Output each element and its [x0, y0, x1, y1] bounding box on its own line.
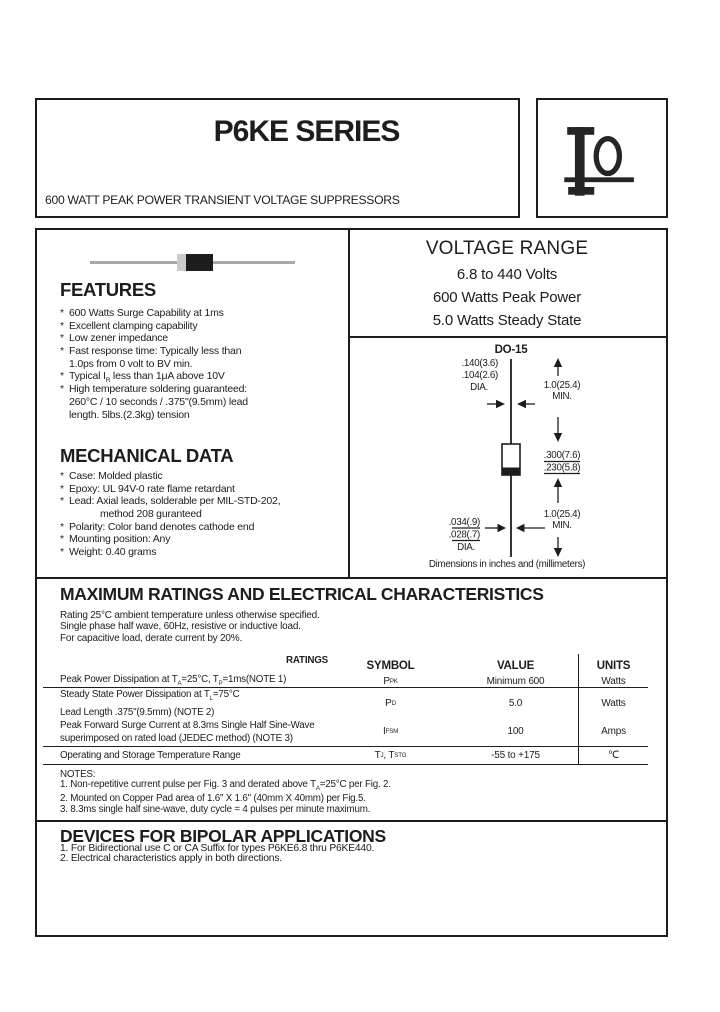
rating-text: superimposed on rated load (JEDEC method) (NOTE 3) — [60, 732, 293, 744]
brand-logo-icon — [538, 100, 666, 216]
notes-label: NOTES: — [60, 769, 96, 780]
note-line: 1. Non-repetitive current pulse per Fig. 3 and derated above $T_A=25^\circ C$ per Fig. 2. — [60, 779, 391, 793]
list-item — [60, 383, 248, 396]
page-subtitle: 600 WATT PEAK POWER TRANSIENT VOLTAGE SUPPRESSORS — [45, 193, 400, 207]
do15-package-diagram — [348, 336, 666, 577]
list-item — [60, 470, 280, 483]
diode-body — [186, 254, 213, 271]
col-header-value: VALUE — [496, 660, 535, 672]
voltage-range-line: 5.0 Watts Steady State — [432, 312, 582, 329]
list-item — [60, 320, 248, 333]
feature-text: 260°C / 10 seconds / .375"(9.5mm) lead — [69, 395, 248, 408]
list-item — [60, 307, 248, 320]
arrow-up-icon — [554, 478, 562, 487]
mech-text: Lead: Axial leads, solderable per MIL-STD-202, — [69, 495, 281, 508]
max-ratings-heading: MAXIMUM RATINGS AND ELECTRICAL CHARACTERISTICS — [60, 584, 544, 604]
page-title: P6KE SERIES — [213, 115, 400, 148]
units-cell: ℃ — [578, 747, 648, 764]
arrow-down-icon — [554, 548, 562, 557]
package-cathode-band — [502, 468, 520, 475]
value-cell: 5.0 — [508, 697, 523, 709]
bullet-marker: * — [60, 533, 64, 546]
body-dia-min-label: .104(2.6) — [461, 370, 498, 381]
logo-box — [536, 98, 668, 218]
bullet-marker: * — [60, 520, 64, 533]
arrow-left-icon — [517, 400, 526, 408]
lead-dia-min-label: .028(.7) — [448, 529, 480, 541]
horizontal-divider-mid — [37, 577, 666, 579]
bullet-marker: * — [60, 345, 64, 358]
symbol-cell: P PK — [383, 676, 398, 688]
notes-block — [60, 770, 391, 815]
rating-text: Peak Forward Surge Current at 8.3ms Single Half Sine-Wave — [60, 719, 315, 731]
symbol-cell: I FSM — [382, 726, 399, 738]
bullet-marker: * — [60, 495, 64, 508]
units-cell: Amps — [578, 718, 648, 747]
list-item — [60, 332, 248, 345]
mech-text: Case: Molded plastic — [69, 470, 163, 482]
mechanical-data-heading: MECHANICAL DATA — [60, 445, 234, 466]
symbol-cell: T J , T STG — [374, 749, 407, 761]
feature-text: Fast response time: Typically less than — [69, 345, 242, 358]
diode-package-figure — [90, 254, 295, 271]
body-length-min-label: .230(5.8) — [543, 462, 581, 474]
col-header-units: UNITS — [578, 654, 648, 673]
units-cell: Watts — [578, 673, 648, 691]
table-row — [43, 747, 648, 765]
table-header-row — [43, 654, 648, 673]
bullet-marker: * — [60, 319, 64, 332]
list-item — [60, 345, 248, 358]
col-header-ratings: RATINGS — [286, 655, 328, 666]
feature-text: length. 5lbs.(2.3kg) tension — [69, 408, 190, 421]
table-row — [43, 673, 648, 688]
feature-text: High temperature soldering guaranteed: — [69, 383, 248, 396]
voltage-range-line: 600 Watts Peak Power — [432, 289, 581, 306]
bullet-marker: * — [60, 332, 64, 345]
list-item — [60, 495, 280, 508]
list-item — [60, 521, 280, 534]
lead-length-min-label: MIN. — [552, 520, 572, 531]
feature-text: Excellent clamping capability — [69, 319, 198, 332]
condition-line: Rating 25°C ambient temperature unless otherwise specified. — [60, 610, 320, 621]
note-line: 3. 8.3ms single half sine-wave, duty cycle = 4 pulses per minute maximum. — [60, 803, 371, 815]
features-list — [60, 307, 248, 421]
feature-text: Low zener impedance — [69, 332, 168, 345]
list-item — [60, 533, 280, 546]
table-row — [43, 718, 648, 748]
bullet-marker: * — [60, 470, 64, 482]
lead-length-label: 1.0(25.4) — [543, 380, 581, 391]
feature-text: 1.0ps from 0 volt to BV min. — [69, 357, 193, 370]
symbol-cell: P D — [385, 697, 396, 709]
mech-text: Mounting position: Any — [69, 533, 171, 546]
list-item — [60, 546, 280, 559]
body-length-max-label: .300(7.6) — [543, 450, 581, 461]
voltage-range-title: VOLTAGE RANGE — [425, 238, 589, 259]
arrow-right-icon — [498, 524, 507, 532]
mech-text: method 208 guranteed — [100, 508, 202, 521]
condition-line: For capacitive load, derate current by 20%. — [60, 632, 243, 644]
note-line: 2. Mounted on Copper Pad area of 1.6" X 1.6" (40mm X 40mm) per Fig.5. — [60, 793, 366, 805]
feature-text: 600 Watts Surge Capability at 1ms — [69, 307, 224, 319]
ratings-table — [43, 654, 648, 765]
body-dia-max-label: .140(3.6) — [461, 358, 498, 369]
rating-text: Lead Length .375"(9.5mm) (NOTE 2) — [60, 706, 215, 718]
units-cell: Watts — [578, 688, 648, 719]
bullet-marker — [60, 358, 69, 371]
features-heading: FEATURES — [60, 279, 156, 300]
lead-dia-max-label: .034(.9) — [448, 517, 480, 528]
value-cell: 100 — [507, 726, 524, 738]
bullet-marker — [60, 409, 69, 422]
bipolar-items — [60, 844, 374, 865]
dimensions-caption: Dimensions in inches and (millimeters) — [428, 559, 586, 570]
condition-line: Single phase half wave, 60Hz, resistive or inductive load. — [60, 621, 301, 633]
bipolar-line: 1. For Bidirectional use C or CA Suffix for types P6KE6.8 thru P6KE440. — [60, 843, 375, 854]
feature-text: Typical $I_R$ less than 1μA above 10V — [69, 370, 225, 385]
lead-dia-label: DIA. — [457, 542, 475, 553]
bipolar-heading: DEVICES FOR BIPOLAR APPLICATIONS — [60, 826, 386, 846]
mech-text: Epoxy: UL 94V-0 rate flame retardant — [69, 482, 235, 495]
col-header-symbol: SYMBOL — [366, 660, 415, 672]
lead-length-min-label: MIN. — [552, 391, 572, 402]
value-cell: -55 to +175 — [491, 749, 540, 761]
list-item — [60, 508, 280, 521]
arrow-up-icon — [554, 358, 562, 367]
bullet-marker: * — [60, 482, 64, 495]
bullet-marker: * — [60, 307, 64, 319]
table-row — [43, 688, 648, 718]
mechanical-data-list — [60, 470, 280, 559]
rating-text: Peak Power Dissipation at $T_A=25^\circ C$, $T_P=1ms(NOTE$ 1) — [60, 674, 287, 687]
main-content-box — [35, 228, 668, 937]
bullet-marker: * — [60, 370, 64, 383]
value-cell: Minimum 600 — [486, 676, 545, 688]
voltage-range-panel — [348, 238, 666, 332]
package-name-label: DO-15 — [494, 344, 528, 356]
horizontal-divider-low — [37, 820, 666, 822]
mech-text: Polarity: Color band denotes cathode end — [69, 520, 255, 533]
list-item — [60, 396, 248, 409]
bullet-marker: * — [60, 383, 64, 396]
rating-text: Steady State Power Dissipation at $T_L=75^\circ C$ — [60, 689, 240, 702]
voltage-range-line: 6.8 to 440 Volts — [456, 266, 558, 283]
rating-text: Operating and Storage Temperature Range — [60, 749, 241, 761]
lead-length-label: 1.0(25.4) — [543, 509, 581, 520]
bipolar-line: 2. Electrical characteristics apply in both directions. — [60, 853, 282, 865]
rating-conditions — [60, 610, 320, 644]
list-item — [60, 358, 248, 371]
diode-cathode-band — [177, 254, 186, 271]
arrow-down-icon — [554, 433, 562, 442]
arrow-right-icon — [496, 400, 505, 408]
list-item — [60, 370, 248, 383]
bullet-marker: * — [60, 546, 64, 559]
bullet-marker — [60, 396, 69, 409]
list-item — [60, 483, 280, 496]
header-box — [35, 98, 520, 218]
body-dia-label: DIA. — [470, 382, 488, 393]
list-item — [60, 409, 248, 422]
mech-text: Weight: 0.40 grams — [69, 546, 157, 559]
